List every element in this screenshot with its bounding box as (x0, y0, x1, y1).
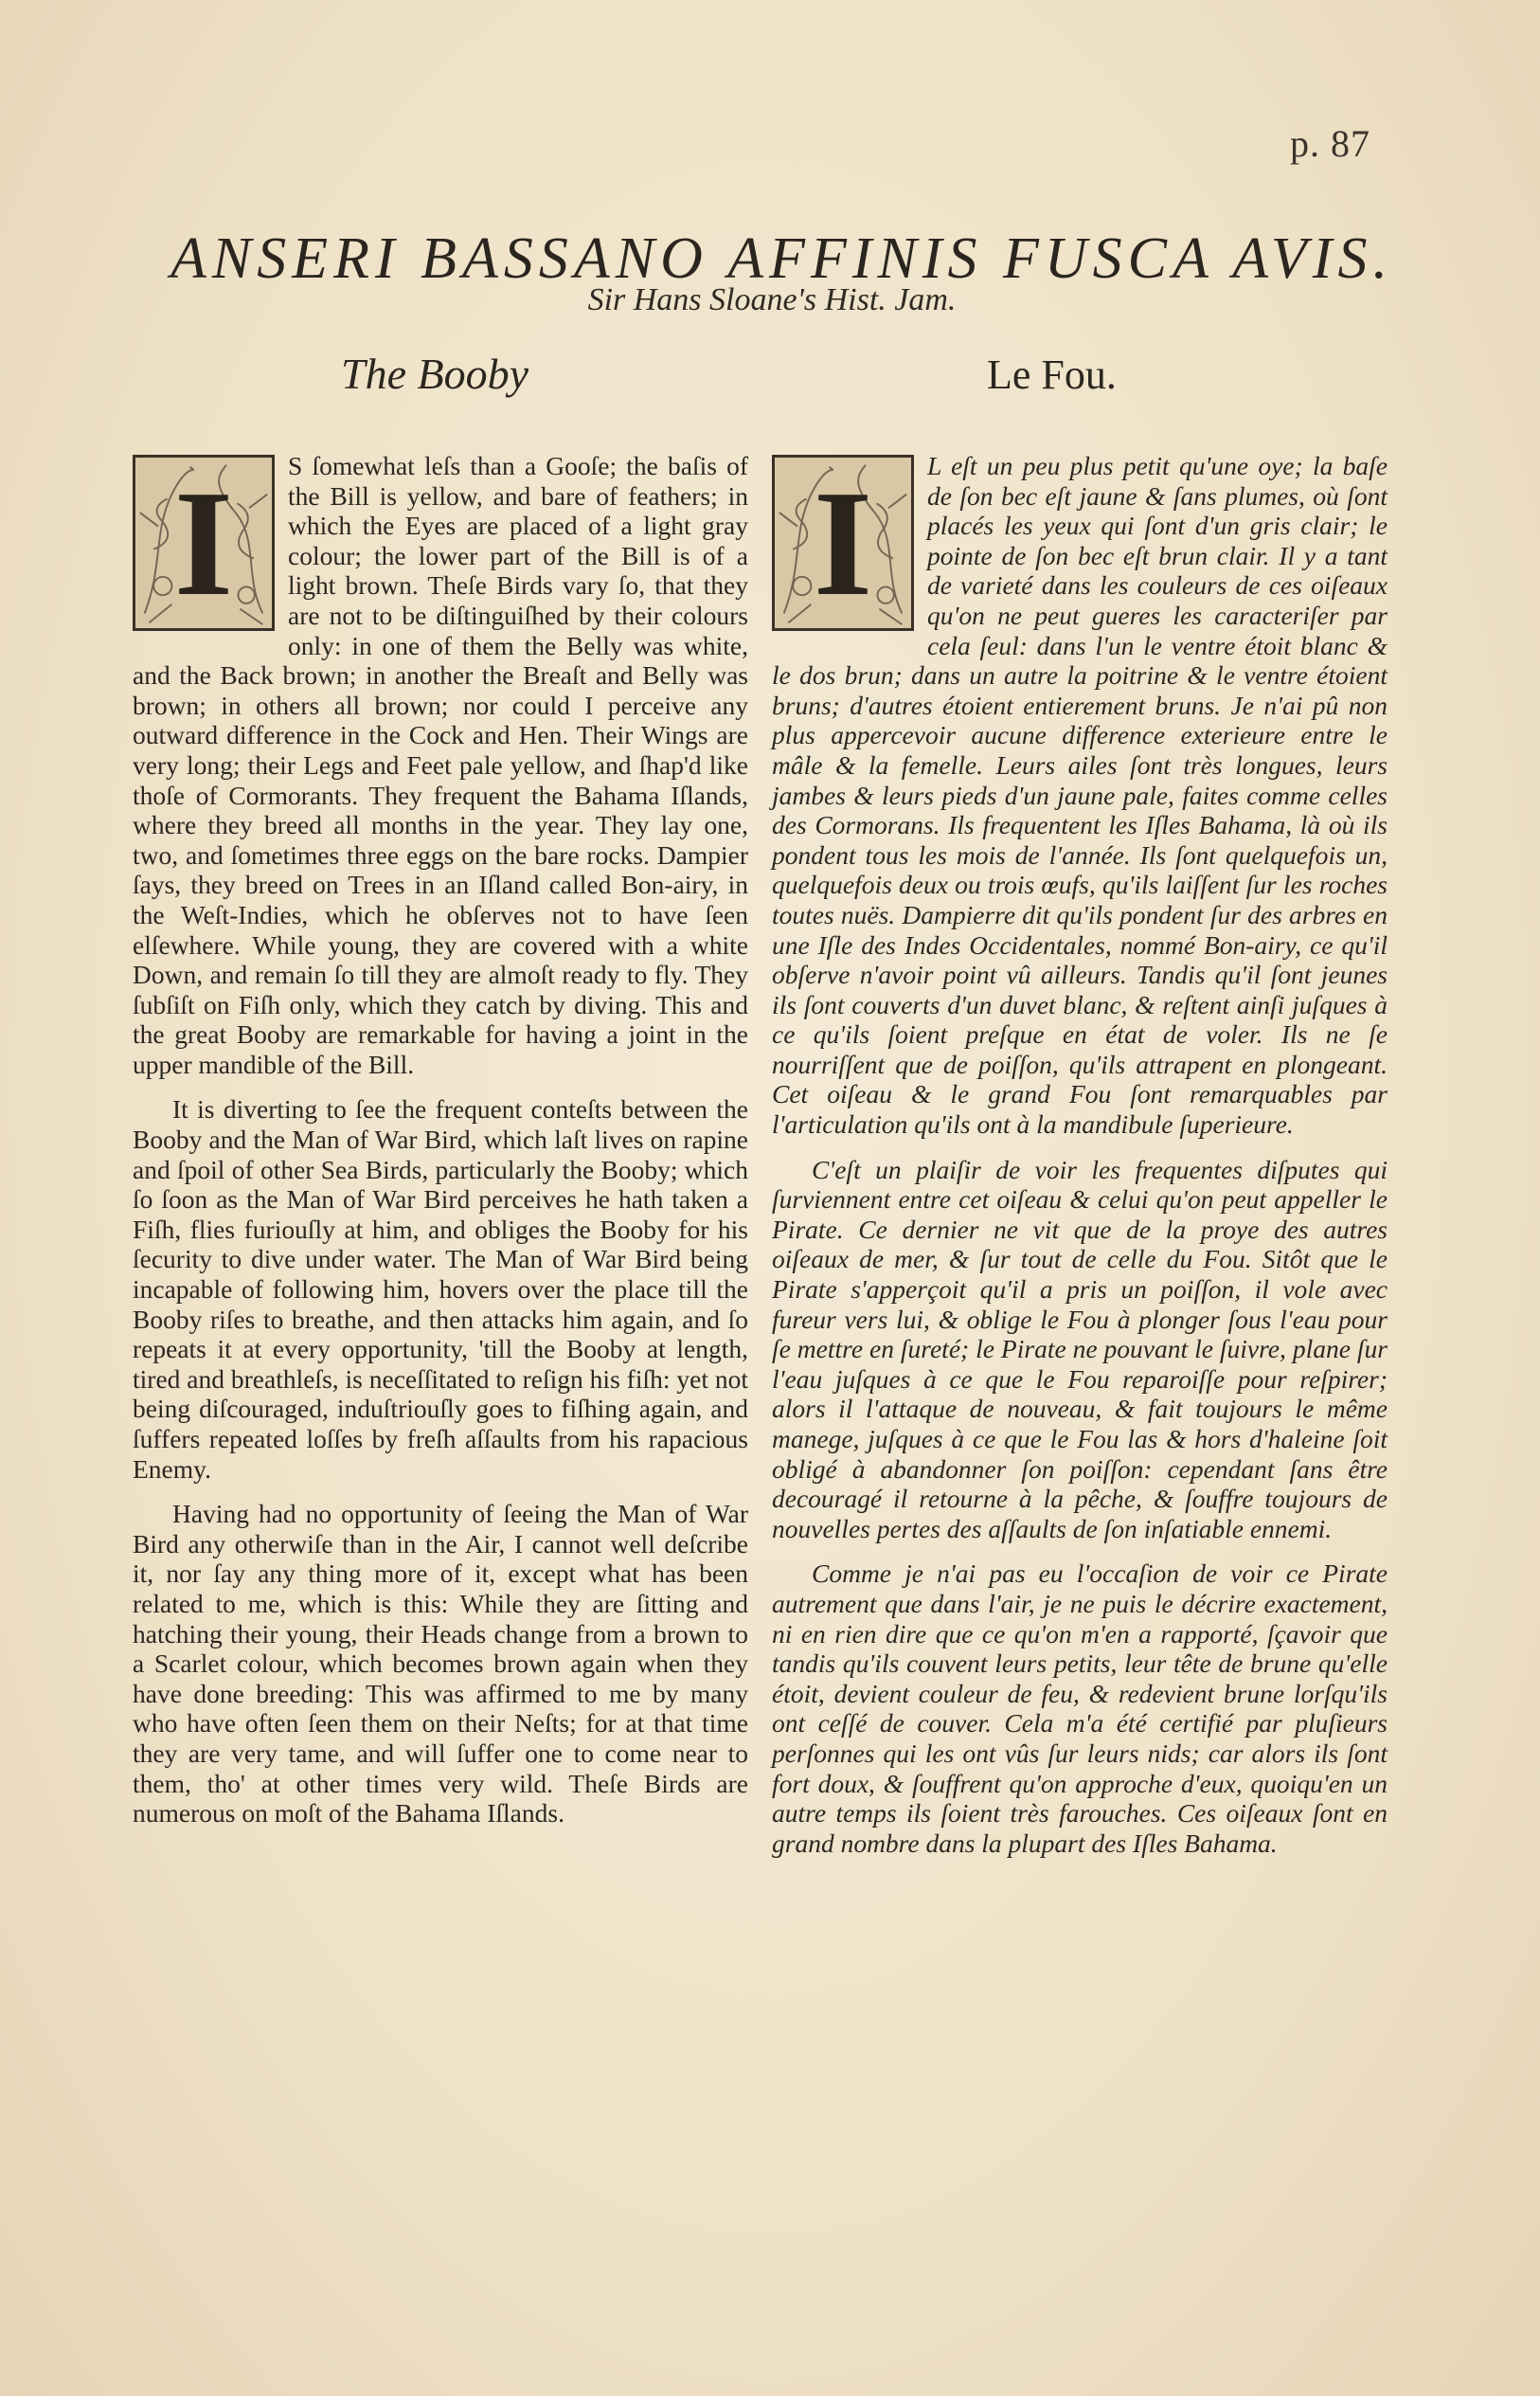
english-paragraph-3: Having had no opportunity of ſeeing the Man of War Bird any otherwiſe than in the Air, I cannot well deſcribe it, nor ſay any thing more of it, except what has been related to me, which is this: While they are ſitting and hatching their young, their Heads change from a brown to a Scarlet colour, which becomes brown again when they have done breeding: This was affirmed to me by many who have often ſeen them on their Neſts; for at that time they are very tame, and will ſuffer one to come near to them, tho' at other times very wild. Theſe Birds are numerous on moſt of the Bahama Iſlands. (133, 1499, 748, 1829)
french-column (772, 451, 1388, 1873)
english-paragraph-2: It is diverting to ſee the frequent conteſts between the Booby and the Man of War Bird, which laſt lives on rapine and ſpoil of other Sea Birds, particularly the Booby; which ſo ſoon as the Man of War Bird perceives he hath taken a Fiſh, flies furiouſly at him, and obliges the Booby for his ſecurity to dive under water. The Man of War Bird being incapable of following him, hovers over the place till the Booby riſes to breathe, and then attacks him again, and ſo repeats it at every opportunity, 'till the Booby at length, tired and breathleſs, is neceſſitated to reſign his fiſh: yet not being diſcouraged, induſtriouſly goes to fiſhing again, and ſuffers repeated loſſes by freſh aſſaults from his rapacious Enemy. (133, 1094, 748, 1484)
english-heading: The Booby (341, 350, 529, 398)
source-citation: Sir Hans Sloane's Hist. Jam. (587, 282, 957, 317)
english-column (133, 451, 748, 1844)
decorated-initial: I (133, 455, 275, 631)
page-title: ANSERI BASSANO AFFINIS FUSCA AVIS. (170, 226, 1393, 291)
french-paragraph-2: C'eſt un plaiſir de voir les frequentes diſputes qui ſurviennent entre cet oiſeau & celui qu'on peut appeller le Pirate. Ce dernier ne vit que de la proye des autres oiſeaux de mer, & ſur tout de celle du Fou. Sitôt que le Pirate s'apperçoit qu'il a pris un poiſſon, il vole avec fureur vers lui, & oblige le Fou à plonger ſous l'eau pour ſe mettre en ſureté; le Pirate ne pouvant le ſuivre, plane ſur l'eau juſques à ce que le Fou reparoiſſe pour reſpirer; alors il l'attaque de nouveau, & fait toujours le même manege, juſques à ce que le Fou las & hors d'haleine ſoit obligé à abandonner ſon poiſſon: cependant ſans être decouragé il retourne à la pêche, & ſouffre toujours de nouvelles pertes des aſſaults de ſon inſatiable ennemi. (772, 1154, 1388, 1543)
decorated-initial: I (772, 455, 914, 631)
english-paragraph-text: S ſomewhat leſs than a Gooſe; the baſis of the Bill is yellow, and bare of feathers; in which the Eyes are placed of a light gray colour; the lower part of the Bill is of a light brown. Theſe Birds vary ſo, that they are not to be diſtinguiſhed by their colours only: in one of them the Belly was white, and the Back brown; in another the Breaſt and Belly was brown; in others all brown; nor could I perceive any outward difference in the Cock and Hen. Their Wings are very long; their Legs and Feet pale yellow, and ſhap'd like thoſe of Cormorants. They frequent the Bahama Iſlands, where they breed all months in the year. They lay one, two, and ſometimes three eggs on the bare rocks. Dampier ſays, they breed on Trees in an Iſland called Bon-airy, in the Weſt-Indies, which he obſerves not to have ſeen elſewhere. While young, they are covered with a white Down, and remain ſo till they are almoſt ready to fly. They ſubſiſt on Fiſh only, which they catch by diving. This and the great Booby are remarkable for having a joint in the upper mandible of the Bill. (133, 451, 748, 1079)
french-paragraph-1 (772, 451, 1388, 1140)
english-paragraph-1 (133, 451, 748, 1079)
french-paragraph-3: Comme je n'ai pas eu l'occaſion de voir ce Pirate autrement que dans l'air, je ne puis le décrire exactement, ni en rien dire que ce qu'on m'en a rapporté, ſçavoir que tandis qu'ils couvent leurs petits, leur tête de brune qu'elle étoit, devient couleur de feu, & redevient brune lorſqu'ils ont ceſſé de couver. Cela m'a été certifié par pluſieurs perſonnes qui les ont vûs ſur leurs nids; car alors ils ſont fort doux, & ſouffrent qu'on approche d'eux, quoiqu'en un autre temps ils ſoient très farouches. Ces oiſeaux ſont en grand nombre dans la plupart des Iſles Bahama. (772, 1558, 1388, 1858)
page-number: p. 87 (1290, 122, 1370, 165)
french-heading: Le Fou. (987, 351, 1117, 398)
french-paragraph-text: L eſt un peu plus petit qu'une oye; la baſe de ſon bec eſt jaune & ſans plumes, où ſont placés les yeux qui ſont d'un gris clair; le pointe de ſon bec eſt brun clair. Il y a tant de varieté dans les couleurs de ces oiſeaux qu'on ne peut gueres les caracteriſer par cela ſeul: dans l'un le ventre étoit blanc & le dos brun; dans un autre la poitrine & le ventre étoient bruns; d'autres étoient entierement bruns. Je n'ai pû non plus appercevoir aucune difference exterieure entre le mâle & la femelle. Leurs ailes ſont très longues, leurs jambes & leurs pieds d'un jaune pale, faites comme celles des Cormorans. Ils frequentent les Iſles Bahama, là où ils pondent tous les mois de l'année. Ils ſont quelquefois un, quelquefois deux ou trois œufs, qu'ils laiſſent ſur les roches toutes nuës. Dampierre dit qu'ils pondent ſur des arbres en une Iſle des Indes Occidentales, nommé Bon-airy, ce qu'il obſerve n'avoir point vû ailleurs. Tandis qu'il ſont jeunes ils ſont couverts d'un duvet blanc, & reſtent ainſi juſques à ce qu'ils ſoient preſque en état de voler. Ils ne ſe nourriſſent que de poiſſon, qu'ils attrapent en plongeant. Cet oiſeau & le grand Fou ſont remarquables par l'articulation qu'ils ont à la mandibule ſuperieure. (772, 451, 1388, 1140)
